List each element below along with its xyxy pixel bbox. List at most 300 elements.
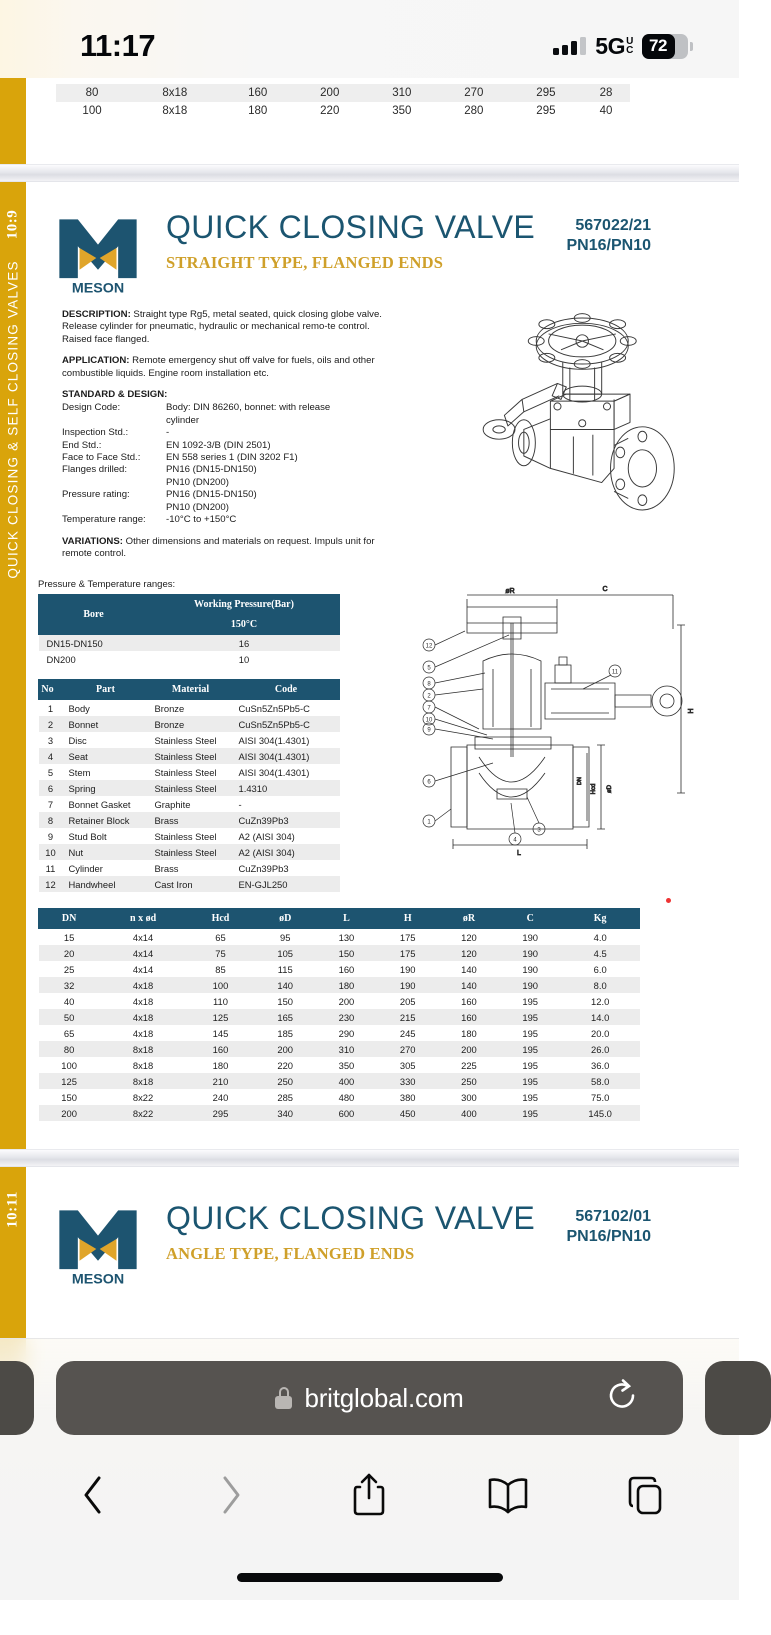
signal-bars-icon	[553, 37, 586, 55]
dimension-cell: 20.0	[591, 1027, 610, 1039]
dimension-cell: 480	[338, 1091, 355, 1103]
parts-material-table	[38, 679, 340, 892]
dimension-cell: 380	[399, 1091, 416, 1103]
table-row	[39, 860, 340, 876]
red-marker-dot	[666, 898, 671, 903]
parts-header-cell: Material	[149, 680, 233, 700]
parts-cell: Bonnet Gasket	[68, 798, 131, 810]
dimension-cell: 190	[500, 945, 561, 961]
product-code-two-line1: 567102/01	[575, 1208, 651, 1226]
status-bar-time: 11:17	[80, 28, 156, 63]
table-cell: 270	[438, 84, 510, 102]
meson-logo-two	[56, 1201, 140, 1286]
table-row	[39, 876, 340, 892]
standard-row	[62, 440, 402, 452]
dim-label-od: øD	[607, 785, 613, 794]
parts-table-header	[39, 680, 340, 700]
parts-cell: A2 (AISI 304)	[233, 844, 340, 860]
standard-row	[62, 402, 402, 414]
dimension-cell: 100	[61, 1059, 77, 1071]
rail-page-number-two: 10:11	[4, 1191, 21, 1229]
callout-7: 7	[427, 705, 431, 712]
dimension-cell: 8x18	[100, 1073, 187, 1089]
table-row	[39, 780, 340, 796]
dimension-table-body	[39, 929, 640, 1122]
dimension-cell: 26.0	[561, 1041, 640, 1057]
dimension-cell: 95	[279, 931, 291, 943]
dimension-header-cell: DN	[39, 909, 100, 929]
product-code-line1: 567022/21	[575, 217, 651, 234]
parts-cell: 8	[39, 812, 63, 828]
dimension-cell: 4x18	[100, 977, 187, 993]
valve-illustration	[469, 295, 699, 525]
parts-cell: CuSn5Zn5Pb5-C	[233, 716, 340, 732]
table-cell: 40	[599, 105, 613, 117]
page-title: QUICK CLOSING VALVE	[166, 209, 536, 245]
parts-table-body	[39, 700, 340, 893]
standard-value: PN16 (DN15-DN150)	[166, 489, 257, 501]
dimension-cell: 195	[522, 995, 539, 1007]
table-row	[39, 993, 640, 1009]
dimension-cell: 190	[522, 931, 539, 943]
dimension-cell: 285	[277, 1091, 294, 1103]
tables-area	[0, 569, 739, 892]
table-row	[39, 764, 340, 780]
parts-header-cell: Part	[63, 680, 149, 700]
callout-9: 9	[427, 727, 431, 734]
table-row	[39, 1089, 640, 1105]
dim-label-dn: DN	[577, 777, 583, 786]
standards-list	[62, 402, 402, 526]
partial-table-body	[56, 84, 630, 120]
table-row	[39, 961, 640, 977]
dimension-cell: 230	[316, 1009, 377, 1025]
standard-row	[62, 489, 402, 501]
callout-1: 1	[427, 819, 431, 826]
parts-cell: Bonnet	[63, 716, 149, 732]
pressure-header-bore: Bore	[39, 595, 149, 635]
logo-wordmark: MESON	[71, 280, 125, 297]
table-cell: 100	[82, 105, 102, 117]
parts-cell: Cast Iron	[149, 876, 233, 892]
parts-cell: 4	[39, 748, 63, 764]
dimension-cell: 190	[377, 977, 438, 993]
parts-cell: Brass	[154, 862, 179, 874]
standard-value: Body: DIN 86260, bonnet: with release	[166, 402, 331, 414]
network-type-text: 5G	[595, 32, 626, 59]
dimension-cell: 175	[399, 931, 416, 943]
parts-cell: Stainless Steel	[149, 844, 233, 860]
parts-cell: Stainless Steel	[149, 780, 233, 796]
browser-toolbar	[0, 1457, 739, 1533]
dimension-cell: 250	[438, 1073, 499, 1089]
dimension-cell: 100	[186, 977, 254, 993]
application-label: APPLICATION:	[62, 355, 130, 367]
bookmarks-button[interactable]	[478, 1467, 538, 1523]
table-cell: 8x18	[162, 105, 188, 117]
page-separator-two	[0, 1149, 739, 1167]
standard-row	[62, 514, 402, 526]
dimension-cell: 215	[377, 1009, 438, 1025]
dimension-cell: 245	[399, 1027, 416, 1039]
dimension-cell: 4x14	[100, 945, 187, 961]
dimension-cell: 8.0	[561, 977, 640, 993]
table-row	[39, 844, 340, 860]
parts-cell: 12	[39, 876, 63, 892]
table-row	[39, 828, 340, 844]
parts-cell: AISI 304(1.4301)	[238, 734, 310, 746]
dimension-cell: 85	[215, 963, 226, 975]
description-label: DESCRIPTION:	[62, 309, 131, 320]
dimension-cell: 130	[338, 931, 355, 943]
standard-key: Face to Face Std.:	[62, 452, 141, 464]
dimension-cell: 190	[399, 963, 416, 975]
dimension-cell: 350	[338, 1059, 355, 1071]
dimension-cell: 295	[186, 1105, 254, 1121]
document-header-two	[0, 1167, 739, 1286]
status-bar-indicators	[553, 19, 693, 60]
dimension-cell: 4x14	[132, 931, 154, 943]
lock-icon	[275, 1387, 292, 1409]
address-bar-url: britglobal.com	[304, 1382, 464, 1413]
parts-cell: Spring	[63, 780, 149, 796]
dimension-cell: 195	[500, 1105, 561, 1121]
dimension-cell: 120	[438, 945, 499, 961]
standard-value: PN16 (DN15-DN150)	[166, 464, 257, 476]
dimension-cell: 4x14	[132, 963, 154, 975]
dimension-cell: 12.0	[591, 995, 610, 1007]
dimension-header-cell: Kg	[561, 909, 640, 929]
table-row	[39, 732, 340, 748]
table-cell: 160	[222, 84, 294, 102]
parts-cell: CuZn39Pb3	[233, 812, 340, 828]
table-row	[39, 1105, 640, 1121]
variations-body: Other dimensions and materials on request. Impuls unit for remote control.	[62, 535, 375, 559]
standard-key: Temperature range:	[62, 514, 146, 526]
dimension-cell: 195	[522, 1059, 539, 1071]
parts-header-cell: No	[39, 680, 63, 700]
dimension-cell: 330	[377, 1073, 438, 1089]
application-paragraph	[62, 355, 402, 380]
parts-cell: Seat	[63, 748, 149, 764]
dimension-cell: 210	[186, 1073, 254, 1089]
rail-section-label: QUICK CLOSING & SELF CLOSING VALVES	[5, 260, 21, 579]
table-row	[56, 84, 630, 102]
standard-key: End Std.:	[62, 439, 102, 451]
parts-cell: Stem	[68, 766, 91, 778]
callout-12: 12	[425, 643, 433, 650]
standard-row	[62, 415, 402, 427]
table-row	[39, 1009, 640, 1025]
standard-key: Design Code:	[62, 402, 121, 414]
dimension-cell: 205	[399, 995, 416, 1007]
pressure-table-body	[39, 635, 340, 668]
dimension-cell: 300	[461, 1091, 477, 1103]
parts-cell: -	[238, 798, 242, 810]
dimension-cell: 75	[186, 945, 254, 961]
dimension-cell: 65	[63, 1027, 75, 1039]
product-code-two	[567, 1207, 652, 1247]
standard-row	[62, 427, 402, 439]
standard-design-label: STANDARD & DESIGN:	[62, 389, 168, 401]
table-cell: 295	[536, 105, 556, 117]
standard-key: Pressure rating:	[62, 489, 130, 501]
description-paragraph	[62, 309, 402, 346]
dimension-cell: 120	[461, 931, 477, 943]
dimension-cell: 200	[255, 1041, 316, 1057]
table-cell: 295	[510, 84, 582, 102]
dimension-header-cell: Hcd	[186, 909, 254, 929]
dimension-cell: 195	[522, 1027, 539, 1039]
network-sub-bottom: C	[626, 45, 633, 56]
parts-cell: CuSn5Zn5Pb5-C	[238, 702, 310, 714]
dimension-cell: 185	[277, 1027, 294, 1039]
rail-page-number: 10:9	[4, 209, 21, 240]
dimension-cell: 58.0	[561, 1073, 640, 1089]
home-indicator[interactable]	[237, 1573, 503, 1582]
pressure-header-temperature: 150°C	[149, 615, 340, 635]
table-row	[39, 651, 340, 667]
dimension-cell: 25	[63, 963, 75, 975]
dimension-cell: 400	[438, 1105, 499, 1121]
dimension-cell: 20	[39, 945, 100, 961]
dimension-cell: 105	[255, 945, 316, 961]
catalog-page-one	[0, 182, 739, 1149]
dimension-cell: 160	[338, 963, 355, 975]
dimension-cell: 180	[461, 1027, 477, 1039]
parts-cell: Stainless Steel	[149, 748, 233, 764]
table-row	[56, 102, 630, 120]
dimension-header-cell: n x ød	[100, 909, 187, 929]
table-row	[39, 635, 340, 652]
dimension-cell: 4.0	[593, 931, 607, 943]
dimension-cell: 195	[500, 1073, 561, 1089]
table-row	[39, 748, 340, 764]
dimension-cell: 450	[377, 1105, 438, 1121]
webview-content[interactable]	[0, 78, 739, 1338]
dimension-cell: 8x22	[132, 1091, 154, 1103]
dimension-cell: 140	[461, 963, 477, 975]
table-cell: 8x18	[128, 84, 222, 102]
dimension-cell: 250	[255, 1073, 316, 1089]
dimension-cell: 195	[522, 1091, 539, 1103]
dim-label-hcd: Hcd	[591, 783, 597, 795]
parts-header-cell: Code	[233, 680, 340, 700]
dimension-cell: 8x18	[132, 1059, 154, 1071]
parts-cell: EN-GJL250	[233, 876, 340, 892]
dimension-cell: 160	[438, 1009, 499, 1025]
next-tab-peek[interactable]	[705, 1361, 771, 1435]
dimension-cell: 400	[316, 1073, 377, 1089]
pressure-bore-cell: DN200	[46, 653, 76, 665]
dimension-cell: 150	[277, 995, 294, 1007]
parts-cell: 1	[47, 702, 54, 714]
parts-cell: Nut	[63, 844, 149, 860]
page-subtitle-two: ANGLE TYPE, FLANGED ENDS	[166, 1244, 415, 1264]
parts-cell: 9	[47, 830, 54, 842]
address-bar[interactable]	[56, 1361, 683, 1435]
dimension-cell: 200	[338, 995, 355, 1007]
dimension-cell: 4x18	[132, 995, 154, 1007]
parts-cell: AISI 304(1.4301)	[238, 766, 310, 778]
product-code-two-line2: PN16/PN10	[566, 1228, 651, 1246]
dimension-cell: 8x18	[100, 1041, 187, 1057]
forward-button[interactable]	[201, 1467, 261, 1523]
table-cell: 280	[464, 105, 484, 117]
dimension-cell: 600	[316, 1105, 377, 1121]
table-cell: 28	[582, 84, 630, 102]
back-button[interactable]	[63, 1467, 123, 1523]
table-row	[39, 1025, 640, 1041]
previous-tab-peek[interactable]	[0, 1361, 34, 1435]
dimension-cell: 190	[500, 977, 561, 993]
dimension-cell: 125	[186, 1009, 254, 1025]
parts-cell: Stainless Steel	[154, 766, 217, 778]
standard-row	[62, 477, 402, 489]
table-cell: 200	[294, 84, 366, 102]
parts-cell: Retainer Block	[63, 812, 149, 828]
dimension-cell: 32	[39, 977, 100, 993]
dimension-header-cell: L	[316, 909, 377, 929]
status-bar	[0, 0, 739, 78]
dimension-cell: 200	[438, 1041, 499, 1057]
table-row	[39, 929, 640, 946]
product-code	[567, 216, 652, 256]
dimension-cell: 140	[438, 977, 499, 993]
pressure-temperature-table	[38, 594, 340, 667]
logo-wordmark-two: MESON	[71, 1271, 125, 1288]
pressure-value-cell: 10	[238, 653, 250, 665]
callout-5: 5	[427, 665, 431, 672]
dimension-cell: 220	[277, 1059, 294, 1071]
dimension-cell: 65	[215, 931, 226, 943]
table-row	[39, 716, 340, 732]
page-title-two: QUICK CLOSING VALVE	[166, 1200, 536, 1237]
header-titles-two	[140, 1201, 535, 1264]
description-body: Straight type Rg5, metal seated, quick closing globe valve. Release cylinder for pneumatic, hydraulic or mechanical remo-te control. Raised face flanged.	[62, 309, 382, 345]
dimension-table-wrap	[0, 892, 739, 1121]
parts-cell: Stainless Steel	[154, 734, 217, 746]
standard-key: Inspection Std.:	[62, 427, 129, 439]
table-row	[39, 1057, 640, 1073]
table-row	[39, 977, 640, 993]
standard-key	[62, 477, 166, 489]
standard-key: Flanges drilled:	[62, 464, 128, 476]
table-row	[39, 796, 340, 812]
parts-cell: Bronze	[154, 702, 185, 714]
dimension-cell: 270	[377, 1041, 438, 1057]
product-code-line2: PN16/PN10	[566, 237, 651, 254]
standard-key	[62, 415, 166, 427]
dimension-cell: 150	[316, 945, 377, 961]
dimension-cell: 125	[39, 1073, 100, 1089]
dimension-cell: 36.0	[591, 1059, 610, 1071]
battery-level-label: 72	[649, 36, 667, 55]
parts-cell: A2 (AISI 304)	[238, 830, 295, 842]
dim-label-l: L	[517, 850, 521, 858]
standard-value: EN 1092-3/B (DIN 2501)	[166, 439, 271, 451]
table-cell: 220	[320, 105, 340, 117]
dimension-cell: 195	[500, 1041, 561, 1057]
document-header	[0, 182, 739, 295]
standard-key	[62, 502, 166, 514]
safari-bottom-bar	[0, 1338, 739, 1600]
dimension-cell: 200	[39, 1105, 100, 1121]
dimension-cell: 160	[461, 995, 477, 1007]
parts-cell: 10	[39, 844, 63, 860]
table-row	[39, 1073, 640, 1089]
header-titles	[140, 210, 535, 273]
dimension-table	[38, 908, 640, 1121]
share-button[interactable]	[339, 1467, 399, 1523]
parts-cell: Brass	[149, 812, 233, 828]
dim-label-or: øR	[505, 588, 515, 596]
table-row	[39, 812, 340, 828]
parts-cell: 11	[45, 862, 56, 874]
dimension-cell: 145.0	[561, 1105, 640, 1121]
dimension-cell: 50	[39, 1009, 100, 1025]
dimension-header-cell: øD	[255, 909, 316, 929]
dimension-cell: 145	[212, 1027, 229, 1039]
battery-icon	[642, 34, 693, 59]
variations-label: VARIATIONS:	[62, 535, 123, 547]
parts-cell: Disc	[68, 734, 87, 746]
parts-cell: 7	[47, 798, 54, 810]
dimension-cell: 8x22	[100, 1105, 187, 1121]
parts-cell: 6	[39, 780, 63, 796]
pressure-bore-cell: DN15-DN150	[39, 635, 149, 652]
dimension-cell: 140	[255, 977, 316, 993]
standard-value: PN10 (DN200)	[166, 476, 229, 488]
standard-value: -	[166, 427, 170, 439]
dimension-cell: 4x18	[132, 1027, 154, 1039]
pressure-header-working: Working Pressure(Bar)	[149, 595, 340, 615]
table-row	[39, 1041, 640, 1057]
dimension-cell: 310	[316, 1041, 377, 1057]
dim-label-h: H	[688, 708, 695, 714]
callout-6: 6	[427, 779, 431, 786]
parts-cell: 1.4310	[233, 780, 340, 796]
specification-text	[62, 309, 402, 569]
page-rail-previous	[0, 78, 26, 164]
network-sub-top: U	[626, 36, 633, 47]
dimension-cell: 14.0	[561, 1009, 640, 1025]
dimension-cell: 15	[63, 931, 75, 943]
parts-cell: Graphite	[154, 798, 191, 810]
pressure-value-cell: 16	[149, 635, 340, 652]
dimension-cell: 110	[213, 995, 228, 1007]
standard-row	[62, 452, 402, 464]
dim-label-c: C	[602, 586, 608, 594]
dimension-cell: 175	[377, 945, 438, 961]
parts-cell: CuZn39Pb3	[238, 862, 289, 874]
table-cell: 350	[392, 105, 412, 117]
table-cell: 180	[248, 105, 268, 117]
reload-icon[interactable]	[605, 1377, 639, 1420]
standard-row	[62, 502, 402, 514]
dimension-cell: 150	[61, 1091, 77, 1103]
dimension-cell: 305	[399, 1059, 416, 1071]
table-cell: 80	[56, 84, 128, 102]
dimension-table-header	[39, 909, 640, 929]
dimension-cell: 190	[522, 963, 539, 975]
tabs-button[interactable]	[616, 1467, 676, 1523]
dimension-cell: 180	[212, 1059, 229, 1071]
variations-paragraph	[62, 536, 402, 561]
meson-logo	[56, 210, 140, 295]
callout-4: 4	[513, 837, 517, 844]
dimension-cell: 195	[500, 1009, 561, 1025]
